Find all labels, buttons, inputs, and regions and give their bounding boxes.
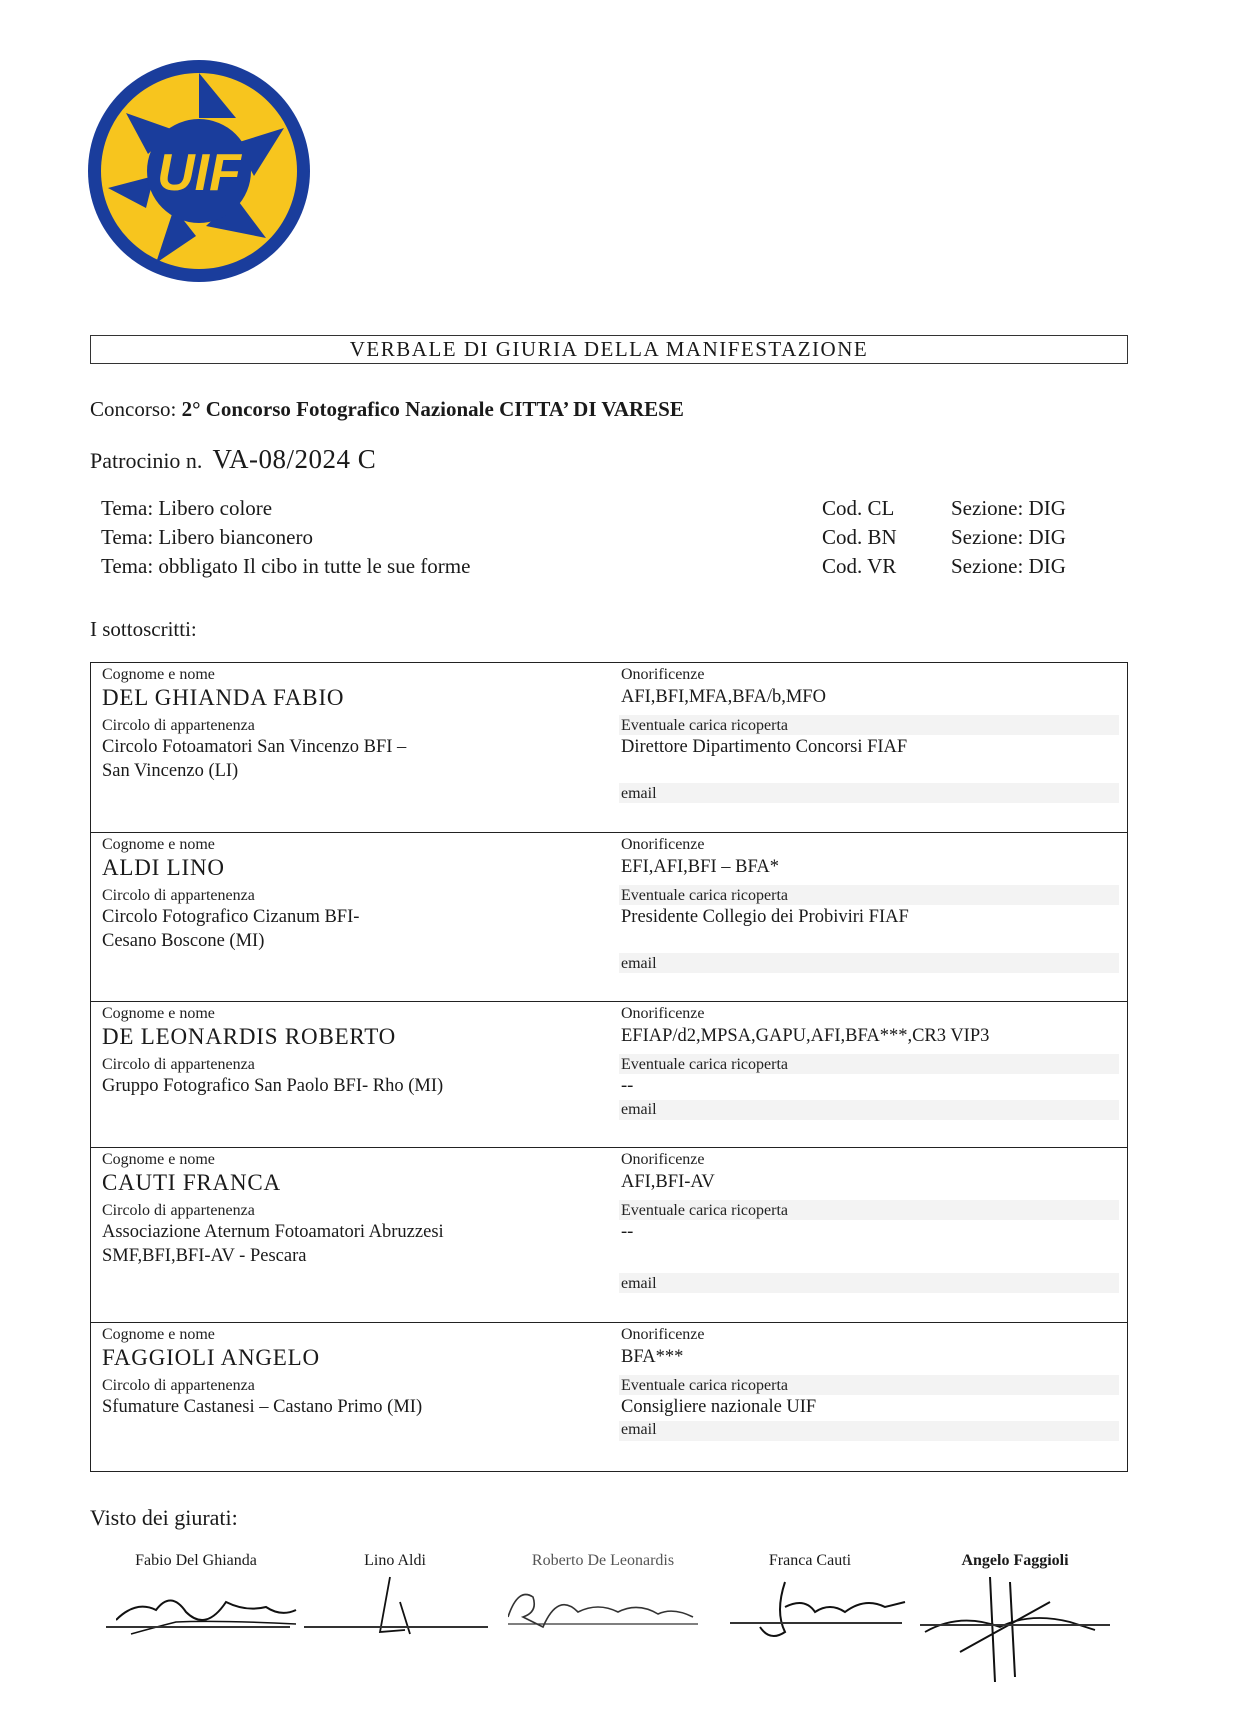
jury-circolo: Circolo Fotoamatori San Vincenzo BFI – San Vincenzo (LI) (102, 737, 407, 781)
jury-entry: Cognome e nome CAUTI FRANCA Circolo di appartenenza Associazione Aternum Fotoamatori Abruzzesi SMF,BFI,BFI-AV - Pescara Onorificenze AFI,BFI-AV Eventuale carica ricoperta -- email (91, 1148, 1127, 1323)
jury-table (90, 662, 1128, 1472)
jury-onorificenze: AFI,BFI-AV (621, 1172, 715, 1192)
jury-carica: -- (621, 1076, 634, 1096)
jury-name: DEL GHIANDA FABIO (102, 685, 345, 710)
jury-name: FAGGIOLI ANGELO (102, 1345, 320, 1370)
sottoscritti-heading: I sottoscritti: (90, 617, 197, 641)
signature-block (755, 1552, 865, 1570)
jury-name: CAUTI FRANCA (102, 1170, 281, 1195)
jury-entry: Cognome e nome ALDI LINO Circolo di appartenenza Circolo Fotografico Cizanum BFI- Cesano Boscone (MI) Onorificenze EFI,AFI,BFI – BFA* Eventuale carica ricoperta Presidente Collegio dei Probiviri FIAF email (91, 833, 1127, 1002)
jury-entry: Cognome e nome FAGGIOLI ANGELO Circolo di appartenenza Sfumature Castanesi – Castano Primo (MI) Onorificenze BFA*** Eventuale carica ricoperta Consigliere nazionale UIF email (91, 1323, 1127, 1471)
jury-name: ALDI LINO (102, 855, 225, 880)
jury-carica: Presidente Collegio dei Probiviri FIAF (621, 907, 909, 927)
signature-name: Fabio Del Ghianda (135, 1552, 257, 1569)
jury-carica: Direttore Dipartimento Concorsi FIAF (621, 737, 908, 757)
logo-text: UIF (157, 144, 241, 202)
signature-name: Lino Aldi (364, 1552, 426, 1569)
jury-onorificenze: AFI,BFI,MFA,BFA/b,MFO (621, 687, 826, 707)
visto-heading: Visto dei giurati: (90, 1505, 238, 1530)
signature-mark (508, 1572, 708, 1642)
jury-carica: Consigliere nazionale UIF (621, 1397, 817, 1417)
jury-circolo: Associazione Aternum Fotoamatori Abruzzesi SMF,BFI,BFI-AV - Pescara (102, 1222, 444, 1266)
jury-carica: -- (621, 1222, 634, 1242)
signature-block (116, 1552, 276, 1570)
tema-row: Tema: obbligato Il cibo in tutte le sue forme Cod. VR Sezione: DIG (101, 554, 1066, 578)
jury-circolo: Gruppo Fotografico San Paolo BFI- Rho (MI) (102, 1076, 444, 1096)
signature-mark (755, 1572, 925, 1652)
jury-onorificenze: EFI,AFI,BFI – BFA* (621, 857, 779, 877)
signature-name: Roberto De Leonardis (531, 1552, 675, 1569)
patrocinio-code: VA-08/2024 C (212, 444, 377, 474)
signature-block (950, 1552, 1080, 1570)
signature-mark (355, 1572, 455, 1652)
jury-circolo: Circolo Fotografico Cizanum BFI- Cesano Boscone (MI) (102, 907, 360, 951)
tema-row: Tema: Libero bianconero Cod. BN Sezione: DIG (101, 525, 1066, 549)
jury-name: DE LEONARDIS ROBERTO (102, 1024, 397, 1049)
signature-block (508, 1552, 698, 1570)
document-title: VERBALE DI GIURIA DELLA MANIFESTAZIONE (90, 335, 1128, 364)
uif-logo (86, 58, 312, 284)
signature-name: Franca Cauti (768, 1552, 852, 1569)
signature-name: Angelo Faggioli (961, 1552, 1069, 1569)
signature-mark (116, 1572, 316, 1652)
concorso-value: 2° Concorso Fotografico Nazionale CITTA’ DI VARESE (181, 397, 684, 421)
jury-entry: Cognome e nome DEL GHIANDA FABIO Circolo di appartenenza Circolo Fotoamatori San Vincenzo BFI – San Vincenzo (LI) Onorificenze AFI,BFI,MFA,BFA/b,MFO Eventuale carica ricoperta Direttore Dipartimento Concorsi FIAF email (91, 663, 1127, 833)
concorso-line: Concorso: 2° Concorso Fotografico Nazionale CITTA’ DI VARESE (90, 397, 684, 421)
jury-onorificenze: EFIAP/d2,MPSA,GAPU,AFI,BFA***,CR3 VIP3 (621, 1026, 990, 1046)
jury-circolo: Sfumature Castanesi – Castano Primo (MI) (102, 1397, 423, 1417)
tema-row: Tema: Libero colore Cod. CL Sezione: DIG (101, 496, 1066, 520)
jury-onorificenze: BFA*** (621, 1347, 684, 1367)
signature-block (355, 1552, 435, 1570)
jury-entry: Cognome e nome DE LEONARDIS ROBERTO Circolo di appartenenza Gruppo Fotografico San Paolo BFI- Rho (MI) Onorificenze EFIAP/d2,MPSA,GAPU,AFI,BFA***,CR3 VIP3 Eventuale carica ricoperta -- email (91, 1002, 1127, 1148)
patrocinio-line: Patrocinio n. VA-08/2024 C (90, 444, 377, 474)
signature-mark (920, 1572, 1100, 1692)
